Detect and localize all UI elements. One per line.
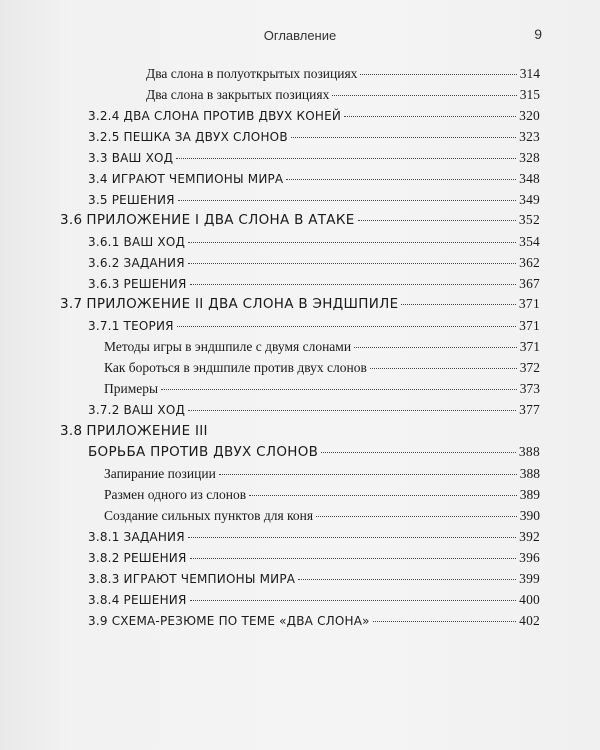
toc-entry-page: 388 bbox=[518, 444, 540, 459]
toc-entry bbox=[88, 276, 540, 292]
toc-entry-page: 371 bbox=[518, 296, 540, 311]
toc-entry-number: 3.7.1 bbox=[88, 319, 120, 333]
toc-leader-dots bbox=[344, 116, 516, 117]
toc-entry bbox=[88, 171, 540, 187]
toc-entry-page: 377 bbox=[519, 402, 540, 417]
toc-entry-number: 3.6.1 bbox=[88, 235, 120, 249]
toc-entry-number: 3.4 bbox=[88, 172, 108, 186]
toc-entry bbox=[146, 66, 540, 82]
toc-entry bbox=[146, 87, 540, 103]
toc-entry bbox=[88, 255, 540, 271]
toc-entry-number: 3.7.2 bbox=[88, 403, 120, 417]
toc-entry-title: Два слона в закрытых позициях bbox=[146, 87, 330, 102]
toc-leader-dots bbox=[188, 242, 516, 243]
toc-entry-title: ПЕШКА ЗА ДВУХ СЛОНОВ bbox=[123, 130, 288, 144]
toc-entry-page: 367 bbox=[519, 276, 540, 291]
toc-entry bbox=[104, 487, 540, 503]
toc-entry-number: 3.9 bbox=[88, 614, 108, 628]
toc-leader-dots bbox=[188, 410, 516, 411]
toc-entry-title: ЗАДАНИЯ bbox=[123, 256, 185, 270]
toc-entry bbox=[88, 592, 540, 608]
toc-entry-page: 389 bbox=[519, 487, 540, 502]
toc-leader-dots bbox=[370, 368, 517, 369]
toc-leader-dots bbox=[291, 137, 516, 138]
toc-entry bbox=[88, 318, 540, 334]
toc-entry bbox=[104, 339, 540, 355]
toc-entry bbox=[88, 550, 540, 566]
toc-entry-title: ИГРАЮТ ЧЕМПИОНЫ МИРА bbox=[123, 572, 296, 586]
toc-entry-number: 3.6 bbox=[60, 212, 83, 228]
toc-leader-dots bbox=[188, 537, 516, 538]
toc-entry-page: 314 bbox=[519, 66, 540, 81]
toc-entry bbox=[88, 529, 540, 545]
toc-entry-title: ПРИЛОЖЕНИЕ III bbox=[86, 423, 208, 439]
running-header bbox=[0, 20, 600, 44]
toc-entry-number: 3.6.3 bbox=[88, 277, 120, 291]
toc-leader-dots bbox=[190, 284, 517, 285]
toc-leader-dots bbox=[188, 263, 516, 264]
header-title: Оглавление bbox=[263, 28, 337, 43]
toc-entry-title: РЕШЕНИЯ bbox=[111, 193, 175, 207]
toc-leader-dots bbox=[249, 495, 517, 496]
toc-entry-number: 3.5 bbox=[88, 193, 108, 207]
toc-entry-title: Методы игры в эндшпиле с двумя слонами bbox=[104, 339, 352, 354]
toc-entry-title: РЕШЕНИЯ bbox=[123, 593, 187, 607]
toc-leader-dots bbox=[332, 95, 516, 96]
toc-entry-number: 3.3 bbox=[88, 151, 108, 165]
toc-entry-page: 349 bbox=[519, 192, 540, 207]
toc-entry bbox=[104, 508, 540, 524]
toc-leader-dots bbox=[358, 220, 516, 221]
toc-entry-page: 362 bbox=[519, 255, 540, 270]
toc-leader-dots bbox=[298, 579, 516, 580]
toc-entry-title: Запирание позиции bbox=[104, 466, 216, 481]
toc-entry-page: 390 bbox=[519, 508, 540, 523]
toc-entry-title: ДВА СЛОНА ПРОТИВ ДВУХ КОНЕЙ bbox=[123, 109, 342, 123]
toc-entry-page: 392 bbox=[519, 529, 540, 544]
toc-entry-number: 3.8.4 bbox=[88, 593, 120, 607]
toc-entry-title: РЕШЕНИЯ bbox=[123, 551, 187, 565]
toc-entry-number: 3.2.4 bbox=[88, 109, 120, 123]
toc-entry-number: 3.7 bbox=[60, 296, 83, 312]
toc-entry-page: 348 bbox=[519, 171, 540, 186]
toc-entry bbox=[88, 613, 540, 629]
toc-leader-dots bbox=[373, 621, 516, 622]
toc-entry-page: 315 bbox=[519, 87, 540, 102]
toc-entry bbox=[60, 296, 540, 312]
toc-leader-dots bbox=[161, 389, 517, 390]
toc-entry-title: ПРИЛОЖЕНИЕ II ДВА СЛОНА В ЭНДШПИЛЕ bbox=[86, 296, 399, 312]
toc-entry bbox=[60, 212, 540, 228]
toc-entry-page: 372 bbox=[519, 360, 540, 375]
toc-leader-dots bbox=[401, 304, 515, 305]
toc-entry-page: 354 bbox=[519, 234, 540, 249]
toc-entry bbox=[88, 150, 540, 166]
toc-leader-dots bbox=[190, 600, 517, 601]
toc-entry-title: Два слона в полуоткрытых позициях bbox=[146, 66, 358, 81]
toc-entry bbox=[88, 571, 540, 587]
toc-leader-dots bbox=[176, 158, 516, 159]
toc-entry-title: ВАШ ХОД bbox=[123, 403, 186, 417]
toc-entry-page: 371 bbox=[519, 318, 540, 333]
toc-entry-title: ВАШ ХОД bbox=[123, 235, 186, 249]
toc-entry bbox=[88, 234, 540, 250]
toc-entry-page: 388 bbox=[519, 466, 540, 481]
toc-leader-dots bbox=[219, 474, 517, 475]
toc-leader-dots bbox=[354, 347, 517, 348]
toc-entry-title: БОРЬБА ПРОТИВ ДВУХ СЛОНОВ bbox=[88, 444, 319, 460]
toc-entry-page: 396 bbox=[519, 550, 540, 565]
toc-leader-dots bbox=[321, 452, 516, 453]
toc-entry-number: 3.8.1 bbox=[88, 530, 120, 544]
toc-leader-dots bbox=[177, 326, 516, 327]
toc-entry-title: ЗАДАНИЯ bbox=[123, 530, 185, 544]
toc-entry bbox=[88, 402, 540, 418]
toc-entry-number: 3.6.2 bbox=[88, 256, 120, 270]
toc-leader-dots bbox=[190, 558, 517, 559]
toc-entry-title: Размен одного из слонов bbox=[104, 487, 247, 502]
toc-entry bbox=[88, 192, 540, 208]
toc-entry bbox=[104, 360, 540, 376]
toc-entry bbox=[88, 129, 540, 145]
toc-entry-page: 328 bbox=[519, 150, 540, 165]
toc-entry-page: 352 bbox=[518, 212, 540, 227]
toc-entry-page: 320 bbox=[519, 108, 540, 123]
toc-entry-page: 373 bbox=[519, 381, 540, 396]
toc-leader-dots bbox=[286, 179, 516, 180]
toc-entry bbox=[88, 108, 540, 124]
toc-entry-number: 3.8.3 bbox=[88, 572, 120, 586]
toc-entry-title: Как бороться в эндшпиле против двух слонов bbox=[104, 360, 367, 375]
page-number: 9 bbox=[534, 26, 542, 42]
toc-entry-page: 323 bbox=[519, 129, 540, 144]
toc-entry-title: Создание сильных пунктов для коня bbox=[104, 508, 314, 523]
toc-entry-number: 3.8 bbox=[60, 423, 83, 439]
toc-entry-title: Примеры bbox=[104, 381, 159, 396]
toc-entry bbox=[60, 423, 540, 439]
toc-entry-title: ПРИЛОЖЕНИЕ I ДВА СЛОНА В АТАКЕ bbox=[86, 212, 355, 228]
toc-entry-title: ИГРАЮТ ЧЕМПИОНЫ МИРА bbox=[111, 172, 284, 186]
toc-leader-dots bbox=[178, 200, 516, 201]
toc-leader-dots bbox=[360, 74, 516, 75]
toc-entry bbox=[104, 466, 540, 482]
toc-entry-number: 3.2.5 bbox=[88, 130, 120, 144]
toc-entry-title: ТЕОРИЯ bbox=[123, 319, 174, 333]
toc-entry bbox=[88, 444, 540, 460]
toc-entry-title: СХЕМА-РЕЗЮМЕ ПО ТЕМЕ «ДВА СЛОНА» bbox=[111, 614, 370, 628]
toc-entry-title: РЕШЕНИЯ bbox=[123, 277, 187, 291]
toc-entry-page: 371 bbox=[519, 339, 540, 354]
toc-entry bbox=[104, 381, 540, 397]
toc-entry-title: ВАШ ХОД bbox=[111, 151, 174, 165]
toc-entry-page: 400 bbox=[519, 592, 540, 607]
toc-leader-dots bbox=[316, 516, 517, 517]
toc-entry-number: 3.8.2 bbox=[88, 551, 120, 565]
toc-entry-page: 399 bbox=[519, 571, 540, 586]
toc-entry-page: 402 bbox=[519, 613, 540, 628]
